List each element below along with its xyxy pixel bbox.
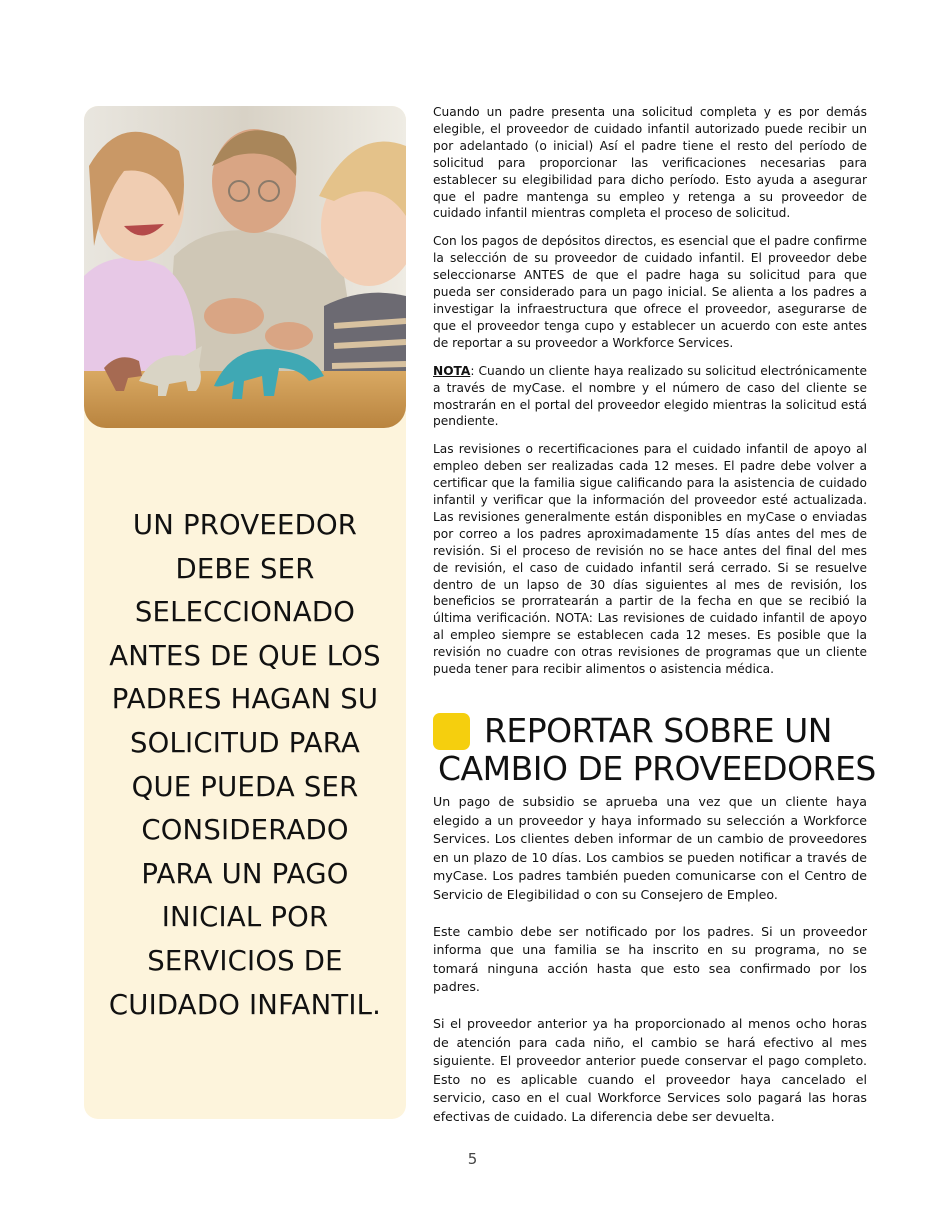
sidebar-panel (84, 106, 406, 1119)
paragraph-direct-deposit: Con los pagos de depósitos directos, es esencial que el padre confirme la selección de su proveedor de cuidado infantil. El proveedor debe seleccionarse ANTES de que el padre haga su solicitud para que pueda ser considerado para un pago inicial. Se alienta a los padres a investigar la infraestructura que ofrece el proveedor, asegurarse de que el proveedor tenga cupo y establecer un acuerdo con este antes de reportar a su proveedor a Workforce Services. (433, 234, 867, 350)
callout-line: ANTES DE QUE LOS (109, 639, 381, 672)
callout-line: CONSIDERADO (141, 814, 349, 847)
callout-line: CUIDADO INFANTIL. (108, 988, 382, 1021)
callout-line: PADRES HAGAN SU (111, 683, 379, 716)
callout-line: PARA UN PAGO (141, 857, 349, 890)
paragraph-note (433, 363, 867, 431)
callout-text (84, 504, 406, 1027)
page-number: 5 (467, 1150, 478, 1168)
note-text: : Cuando un cliente haya realizado su solicitud electrónicamente a través de myCase. el nombre y el número de caso del cliente se mostrarán en el portal del proveedor elegido mientras la solicitud está pendiente. (433, 363, 867, 429)
paragraph-reviews: Las revisiones o recertificaciones para el cuidado infantil de apoyo al empleo deben ser realizadas cada 12 meses. El padre debe volver a certificar que la familia sigue calificando para la asistencia de cuidado infantil y verificar que la información del proveedor esté actualizada. Las revisiones generalmente están disponibles en myCase o enviadas por correo a los padres aproximadamente 15 días antes del mes de revisión. Si el proceso de revisión no se hace antes del final del mes de revisión, el caso de cuidado infantil será cerrado. Si se resuelve dentro de un lapso de 30 días siguientes al mes de revisión, los beneficios se prorratearán a partir de la fecha en que se recibió la última verificación. NOTA: Las revisiones de cuidado infantil de apoyo al empleo siempre se establecen cada 12 meses. Es posible que la revisión no cuadre con otras revisiones de programas que un cliente pueda tener para recibir alimentos o asistencia médica. (433, 442, 867, 677)
paragraph-previous-provider: Si el proveedor anterior ya ha proporcionado al menos ocho horas de atención para cada niño, el cambio se hará efectivo al mes siguiente. El proveedor anterior puede conservar el pago completo. Esto no es aplicable cuando el proveedor haya cancelado el servicio, caso en el cual Workforce Services solo pagará las horas efectivas de cuidado. La diferencia debe ser devuelta. (433, 1015, 867, 1124)
callout-line: SELECCIONADO (134, 596, 356, 629)
paragraph-subsidy: Un pago de subsidio se aprueba una vez que un cliente haya elegido a un proveedor y haya informado su selección a Workforce Services. Los clientes deben informar de un cambio de proveedores en un plazo de 10 días. Los cambios se pueden notificar a través de myCase. Los padres también pueden comunicarse con el Centro de Servicio de Elegibilidad o con su Consejero de Empleo. (433, 794, 867, 902)
callout-line: SOLICITUD PARA (130, 726, 360, 759)
section-heading (433, 712, 878, 788)
note-label: NOTA (433, 363, 471, 378)
callout-line: INICIAL POR (161, 901, 329, 934)
callout-line: SERVICIOS DE (147, 944, 343, 977)
children-with-teacher-photo (84, 106, 406, 428)
callout-line: DEBE SER (175, 552, 315, 585)
callout-line: UN PROVEEDOR (132, 509, 358, 541)
main-text (433, 104, 867, 678)
callout-line: QUE PUEDA SER (131, 770, 359, 803)
heading-line-2: CAMBIO DE PROVEEDORES (438, 749, 876, 788)
paragraph-initial-payment: Cuando un padre presenta una solicitud completa y es por demás elegible, el proveedor de cuidado infantil autorizado puede recibir un por adelantado (o inicial) Así el padre tiene el resto del período de solicitud para proporcionar las verificaciones necesarias para establecer su elegibilidad para dicho período. Esto ayuda a asegurar que el padre mantenga su empleo y retenga a su proveedor de cuidado infantil mientras completa el proceso de solicitud. (433, 105, 867, 221)
yellow-square-icon (433, 713, 470, 750)
paragraph-notification: Este cambio debe ser notificado por los padres. Si un proveedor informa que una familia se ha inscrito en su programa, no se tomará ninguna acción hasta que esto sea confirmado por los padres. (433, 923, 867, 995)
heading-line-1: REPORTAR SOBRE UN (484, 711, 832, 750)
section-text (433, 793, 867, 1145)
